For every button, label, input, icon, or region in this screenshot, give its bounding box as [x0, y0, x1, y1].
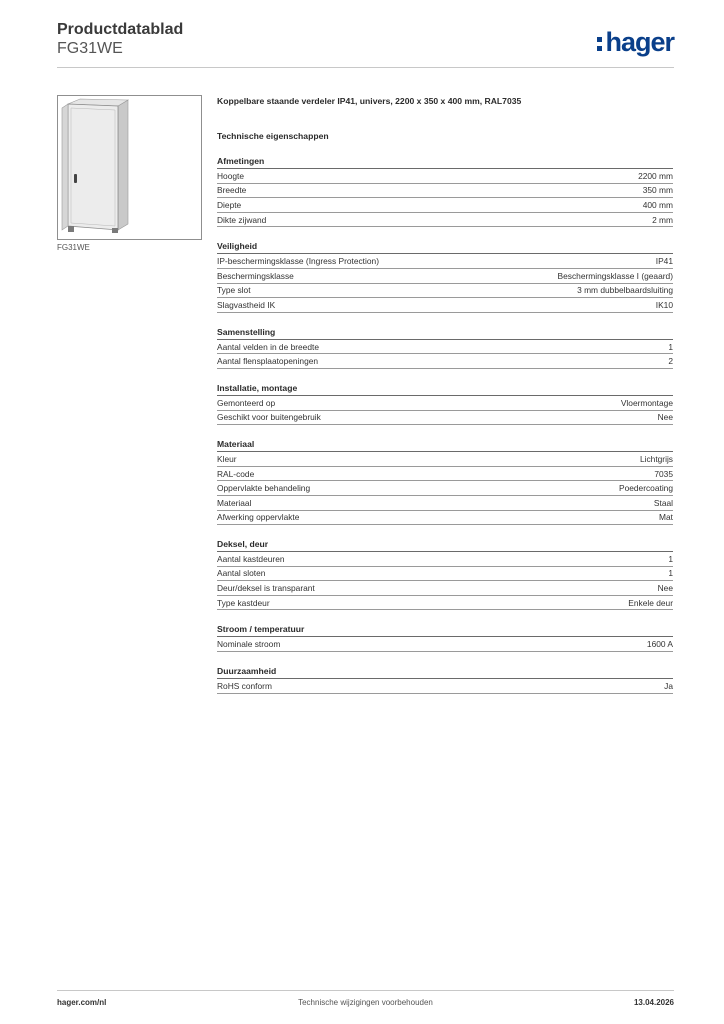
spec-label: Type slot — [217, 285, 251, 296]
spec-row — [217, 637, 673, 652]
spec-section — [217, 240, 673, 312]
spec-value: Ja — [664, 680, 673, 691]
spec-value: Beschermingsklasse I (geaard) — [557, 270, 673, 281]
footer-website[interactable]: hager.com/nl — [57, 998, 107, 1007]
spec-section — [217, 326, 673, 369]
spec-label: Type kastdeur — [217, 597, 270, 608]
spec-label: Hoogte — [217, 170, 245, 181]
page-title: Productdatablad — [57, 21, 184, 38]
spec-label: Breedte — [217, 185, 247, 196]
spec-section — [217, 623, 673, 652]
spec-row — [217, 298, 673, 313]
spec-value: 3 mm dubbelbaardsluiting — [577, 285, 673, 296]
cabinet-icon — [58, 96, 201, 239]
spec-value: Mat — [659, 512, 673, 523]
spec-value: Nee — [657, 583, 673, 594]
spec-row — [217, 213, 673, 228]
image-caption: FG31WE — [57, 243, 90, 252]
spec-value: Enkele deur — [628, 597, 673, 608]
tech-properties-title: Technische eigenschappen — [217, 131, 329, 141]
spec-row — [217, 596, 673, 611]
spec-label: Aantal sloten — [217, 568, 266, 579]
spec-row — [217, 169, 673, 184]
section-title: Samenstelling — [217, 326, 673, 340]
spec-label: Beschermingsklasse — [217, 270, 294, 281]
spec-label: Aantal flensplaatopeningen — [217, 356, 319, 367]
spec-label: Kleur — [217, 453, 237, 464]
spec-label: Materiaal — [217, 497, 252, 508]
spec-value: 1600 A — [646, 639, 673, 650]
logo-text: hager — [605, 27, 674, 57]
spec-value: 350 mm — [642, 185, 673, 196]
spec-section — [217, 382, 673, 425]
spec-label: Oppervlakte behandeling — [217, 483, 311, 494]
spec-row — [217, 552, 673, 567]
spec-row — [217, 511, 673, 526]
footer-divider — [57, 990, 674, 991]
spec-row — [217, 467, 673, 482]
spec-label: Deur/deksel is transparant — [217, 583, 315, 594]
product-code: FG31WE — [57, 40, 123, 57]
spec-row — [217, 354, 673, 369]
spec-value: Nee — [657, 412, 673, 423]
spec-label: Afwerking oppervlakte — [217, 512, 300, 523]
spec-sections — [217, 155, 673, 694]
spec-row — [217, 567, 673, 582]
section-title: Veiligheid — [217, 240, 673, 254]
spec-value: 2200 mm — [638, 170, 673, 181]
logo-dots-icon — [597, 37, 602, 51]
section-title: Duurzaamheid — [217, 665, 673, 679]
spec-value: IP41 — [655, 256, 673, 267]
spec-value: Staal — [653, 497, 673, 508]
section-title: Afmetingen — [217, 155, 673, 169]
hager-logo — [597, 27, 674, 57]
spec-label: Diepte — [217, 199, 242, 210]
spec-label: Aantal velden in de breedte — [217, 341, 319, 352]
spec-row — [217, 452, 673, 467]
spec-value: 7035 — [654, 468, 673, 479]
spec-section — [217, 438, 673, 525]
page-footer — [57, 998, 674, 1012]
spec-row — [217, 184, 673, 199]
spec-value: Vloermontage — [620, 397, 673, 408]
spec-row — [217, 581, 673, 596]
footer-date: 13.04.2026 — [633, 998, 674, 1007]
section-title: Installatie, montage — [217, 382, 673, 396]
spec-row — [217, 396, 673, 411]
spec-value: Lichtgrijs — [639, 453, 673, 464]
footer-disclaimer: Technische wijzigingen voorbehouden — [298, 998, 433, 1007]
spec-label: Gemonteerd op — [217, 397, 276, 408]
spec-label: RoHS conform — [217, 680, 272, 691]
spec-row — [217, 481, 673, 496]
spec-row — [217, 679, 673, 694]
spec-value: 400 mm — [642, 199, 673, 210]
page-header — [57, 20, 183, 58]
spec-value: 2 mm — [652, 214, 673, 225]
product-spec-content — [217, 95, 673, 694]
spec-label: Slagvastheid IK — [217, 299, 276, 310]
spec-row — [217, 496, 673, 511]
header-divider — [57, 67, 674, 68]
spec-value: Poedercoating — [618, 483, 673, 494]
spec-value: IK10 — [655, 299, 673, 310]
spec-section — [217, 538, 673, 610]
spec-value: 1 — [668, 568, 673, 579]
section-title: Stroom / temperatuur — [217, 623, 673, 637]
spec-row — [217, 254, 673, 269]
spec-row — [217, 340, 673, 355]
spec-value: 1 — [668, 553, 673, 564]
spec-label: RAL-code — [217, 468, 255, 479]
product-image — [57, 95, 202, 240]
spec-label: Dikte zijwand — [217, 214, 267, 225]
spec-value: 2 — [668, 356, 673, 367]
spec-label: IP-beschermingsklasse (Ingress Protection) — [217, 256, 379, 267]
spec-section — [217, 155, 673, 227]
spec-row — [217, 269, 673, 284]
spec-label: Geschikt voor buitengebruik — [217, 412, 321, 423]
section-title: Materiaal — [217, 438, 673, 452]
spec-section — [217, 665, 673, 694]
spec-row — [217, 411, 673, 426]
product-description: Koppelbare staande verdeler IP41, univers, 2200 x 350 x 400 mm, RAL7035 — [217, 96, 522, 106]
spec-label: Nominale stroom — [217, 639, 281, 650]
spec-value: 1 — [668, 341, 673, 352]
spec-row — [217, 198, 673, 213]
spec-label: Aantal kastdeuren — [217, 553, 285, 564]
spec-row — [217, 284, 673, 299]
section-title: Deksel, deur — [217, 538, 673, 552]
